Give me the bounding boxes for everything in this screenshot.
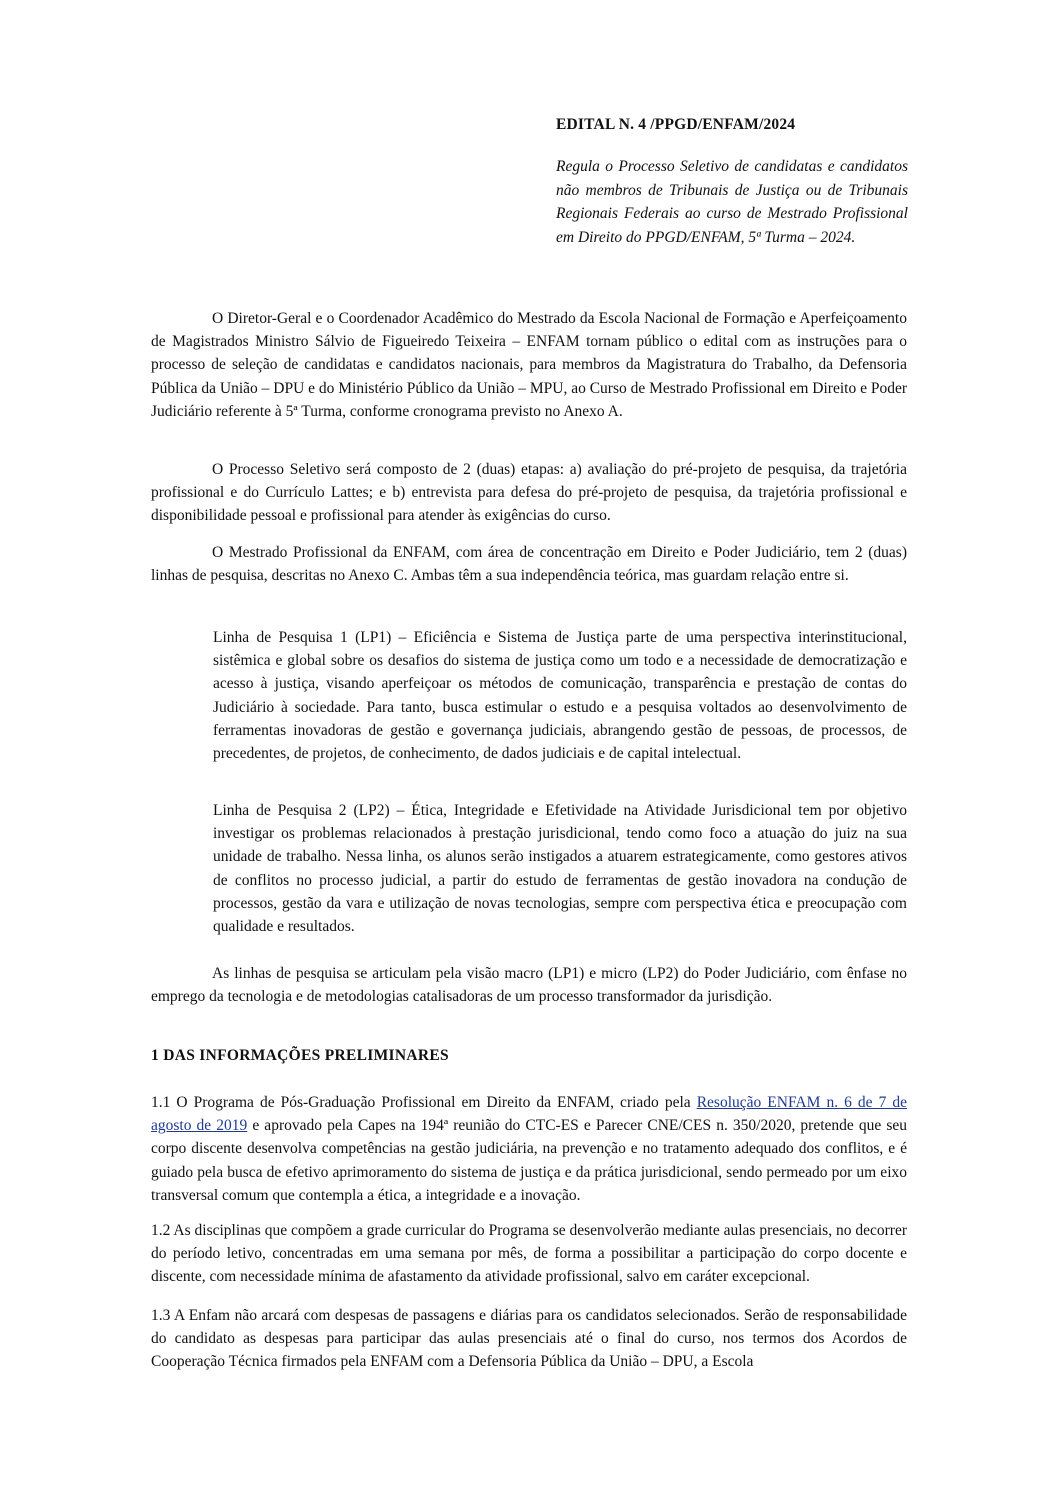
item-1-2: 1.2 As disciplinas que compõem a grade curricular do Programa se desenvolverão mediante aulas presenciais, no decorrer do período letivo, concentradas em uma semana por mês, de forma a possibilitar a participação do corpo docente e discente, com necessidade mínima de afastamento da atividade profissional, salvo em caráter excepcional.: [151, 1222, 907, 1286]
selection-stages-paragraph: O Processo Seletivo será composto de 2 (duas) etapas: a) avaliação do pré-projeto de pesquisa, da trajetória profissional e do Currículo Lattes; e b) entrevista para defesa do pré-projeto de pesquisa, da trajetória profissional e disponibilidade pessoal e profissional para atender às exigências do curso.: [151, 461, 907, 525]
section-heading: 1 DAS INFORMAÇÕES PRELIMINARES: [151, 1047, 449, 1064]
edital-summary: Regula o Processo Seletivo de candidatas e candidatos não membros de Tribunais de Justiça ou de Tribunais Regionais Federais ao curso de Mestrado Profissional em Direito do PPGD/ENFAM, 5ª Turma – 2024.: [556, 158, 908, 246]
research-lines-articulation-paragraph: As linhas de pesquisa se articulam pela visão macro (LP1) e micro (LP2) do Poder Judiciário, com ênfase no emprego da tecnologia e de metodologias catalisadoras de um processo transformador da jurisdição.: [151, 965, 907, 1006]
research-lines-paragraph: O Mestrado Profissional da ENFAM, com área de concentração em Direito e Poder Judiciário, tem 2 (duas) linhas de pesquisa, descritas no Anexo C. Ambas têm a sua independência teórica, mas guardam relação entre si.: [151, 544, 907, 585]
item-1-1-text-end: e aprovado pela Capes na 194ª reunião do CTC-ES e Parecer CNE/CES n. 350/2020, pretende que seu corpo discente desenvolva competências na gestão judiciária, na prevenção e no tratamento adequado dos conflitos, e é guiado pela busca de efetivo aprimoramento do sistema de justiça e da prática jurisdicional, sendo permeado por um eixo transversal comum que contempla a ética, a integridade e a inovação.: [151, 1117, 907, 1204]
research-line-2: Linha de Pesquisa 2 (LP2) – Ética, Integridade e Efetividade na Atividade Jurisdicional tem por objetivo investigar os problemas relacionados à prestação jurisdicional, tendo como foco a atuação do juiz na sua unidade de trabalho. Nessa linha, os alunos serão instigados a atuarem estrategicamente, como gestores ativos de conflitos no processo judicial, a partir do estudo de ferramentas de gestão inovadora na condução de processos, gestão da vara e utilização de novas tecnologias, sempre com perspectiva ética e preocupação com qualidade e resultados.: [213, 802, 907, 936]
intro-paragraph: O Diretor-Geral e o Coordenador Acadêmico do Mestrado da Escola Nacional de Formação e Aperfeiçoamento de Magistrados Ministro Sálvio de Figueiredo Teixeira – ENFAM tornam público o edital com as instruções para o processo de seleção de candidatas e candidatos nacionais, para membros da Magistratura do Trabalho, da Defensoria Pública da União – DPU e do Ministério Público da União – MPU, ao Curso de Mestrado Profissional em Direito e Poder Judiciário referente à 5ª Turma, conforme cronograma previsto no Anexo A.: [151, 310, 907, 420]
item-1-3: 1.3 A Enfam não arcará com despesas de passagens e diárias para os candidatos selecionados. Serão de responsabilidade do candidato as despesas para participar das aulas presenciais até o final do curso, nos termos dos Acordos de Cooperação Técnica firmados pela ENFAM com a Defensoria Pública da União – DPU, a Escola: [151, 1307, 907, 1371]
resolution-link[interactable]: Resolução ENFAM n. 6 de 7 de agosto de 2019: [151, 1094, 907, 1135]
edital-title: EDITAL N. 4 /PPGD/ENFAM/2024: [556, 116, 796, 133]
research-line-1: Linha de Pesquisa 1 (LP1) – Eficiência e Sistema de Justiça parte de uma perspectiva interinstitucional, sistêmica e global sobre os desafios do sistema de justiça como um todo e a necessidade de democratização e acesso à justiça, visando aperfeiçoar os métodos de comunicação, transparência e prestação de contas do Judiciário à sociedade. Para tanto, busca estimular o estudo e a pesquisa voltados ao desenvolvimento de ferramentas inovadoras de gestão e governança judiciais, abrangendo gestão de pessoas, de processos, de precedentes, de projetos, de conhecimento, de dados judiciais e de capital intelectual.: [213, 629, 907, 763]
item-1-1: [151, 1091, 907, 1207]
item-1-1-text-start: 1.1 O Programa de Pós-Graduação Profissional em Direito da ENFAM, criado pela: [151, 1094, 697, 1111]
